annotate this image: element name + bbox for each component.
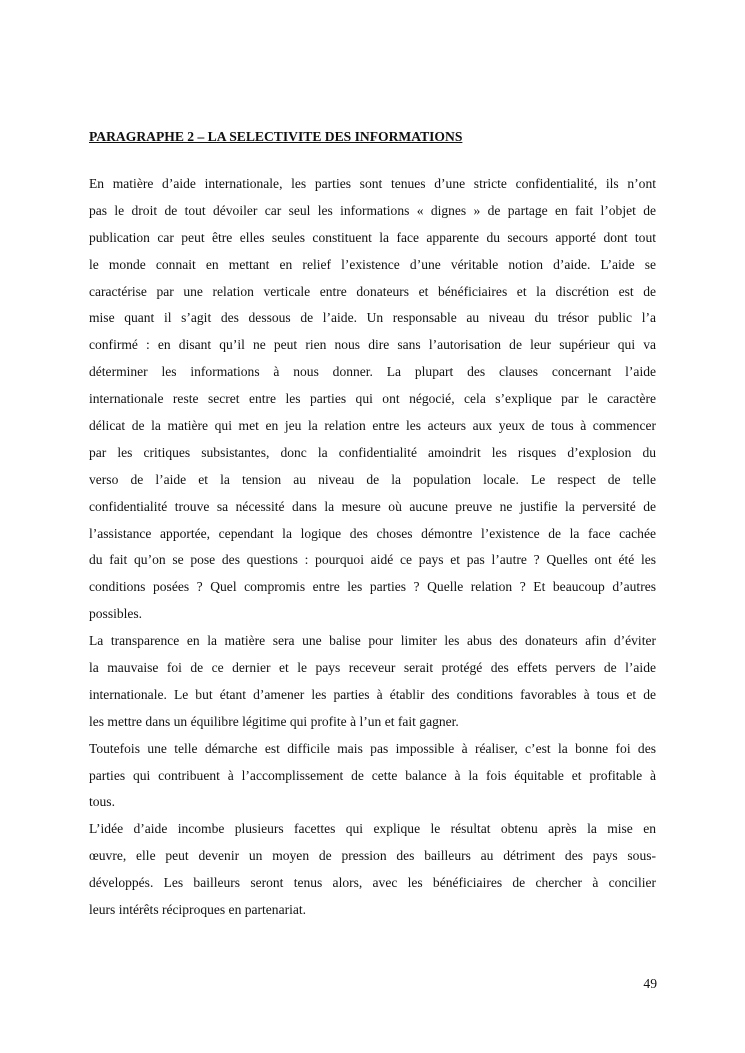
text-line: conditions posées ? Quel compromis entre les parties ? Quelle relation ? Et beaucoup d’autres (89, 579, 656, 595)
text-line: Toutefois une telle démarche est difficile mais pas impossible à réaliser, c’est la bonne foi des (89, 740, 656, 756)
text-line: par les critiques subsistantes, donc la confidentialité amoindrit les risques d’explosion du (89, 444, 656, 460)
text-line: internationale reste secret entre les parties qui ont négocié, cela s’explique par le caractère (89, 391, 656, 407)
text-line: En matière d’aide internationale, les parties sont tenues d’une stricte confidentialité, ils n’ont (89, 176, 656, 191)
text-line: les mettre dans un équilibre légitime qui profite à l’un et fait gagner. (89, 713, 459, 729)
text-line: parties qui contribuent à l’accomplissement de cette balance à la fois équitable et profitable à (89, 767, 656, 783)
text-line: déterminer les informations à nous donner. La plupart des clauses concernant l’aide (89, 364, 656, 380)
text-line: verso de l’aide et la tension au niveau de la population locale. Le respect de telle (89, 471, 656, 487)
text-line: délicat de la matière qui met en jeu la relation entre les acteurs aux yeux de tous à commencer (89, 418, 656, 434)
text-line: le monde connait en mettant en relief l’existence d’une véritable notion d’aide. L’aide se (89, 256, 656, 272)
text-line: confirmé : en disant qu’il ne peut rien nous dire sans l’autorisation de leur supérieur qui va (89, 337, 656, 353)
body-text (89, 171, 656, 924)
text-line: internationale. Le but étant d’amener les parties à établir des conditions favorables à tous et de (89, 686, 656, 702)
section-heading: PARAGRAPHE 2 – LA SELECTIVITE DES INFORMATIONS (89, 129, 463, 144)
text-line: tous. (89, 794, 115, 810)
page-number: 49 (643, 976, 657, 991)
text-line: du fait qu’on se pose des questions : pourquoi aidé ce pays et pas l’autre ? Quelles ont été les (89, 552, 656, 568)
text-line: pas le droit de tout dévoiler car seul les informations « dignes » de partage en fait l’objet de (89, 202, 656, 218)
text-line: L’idée d’aide incombe plusieurs facettes qui explique le résultat obtenu après la mise en (89, 821, 656, 837)
text-line: œuvre, elle peut devenir un moyen de pression des bailleurs au détriment des pays sous- (89, 848, 656, 864)
text-line: caractérise par une relation verticale entre donateurs et bénéficiaires et la discrétion est de (89, 283, 656, 299)
text-line: mise quant il s’agit des dessous de l’aide. Un responsable au niveau du trésor public l’a (89, 310, 656, 326)
text-line: confidentialité trouve sa nécessité dans la mesure où aucune preuve ne justifie la perversité de (89, 498, 656, 514)
text-line: publication car peut être elles seules constituent la face apparente du secours apporté dont tout (89, 229, 656, 245)
text-line: possibles. (89, 606, 143, 622)
text-line: développés. Les bailleurs seront tenus alors, avec les bénéficiaires de chercher à concilier (89, 875, 656, 891)
text-line: l’assistance apportée, cependant la logique des choses démontre l’existence de la face cachée (89, 525, 656, 541)
text-line: La transparence en la matière sera une balise pour limiter les abus des donateurs afin d’éviter (89, 633, 656, 649)
text-line: leurs intérêts réciproques en partenariat. (89, 902, 307, 918)
text-line: la mauvaise foi de ce dernier et le pays receveur serait protégé des effets pervers de l’aide (89, 660, 656, 676)
